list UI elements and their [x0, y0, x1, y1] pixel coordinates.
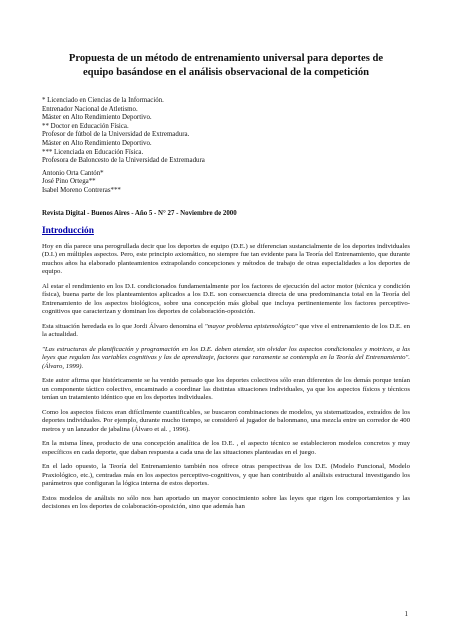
credential-line: Máster en Alto Rendimiento Deportivo. [42, 139, 152, 147]
body-paragraph: En el lado opuesto, la Teoría del Entrenamiento también nos ofrece otras perspectivas de los D.E. (Modelo Funcional, Modelo Praxiológico, etc.), centradas más en los aspectos perceptivo-cognitivos, y que han contribuido al análisis estructural investigando los parámetros que configuran la lógica interna de estos deportes. [42, 463, 410, 488]
paragraph-text: que vive el entrenamiento de los D.E. en la actualidad. [42, 322, 411, 339]
title-line-2: equipo basándose en el análisis observacional de la competición [82, 66, 370, 78]
journal-citation: Revista Digital - Buenos Aires - Año 5 - N° 27 - Noviembre de 2000 [42, 209, 237, 217]
paragraph-text: Esta situación heredada es lo que Jordi Álvaro denomina el [42, 322, 205, 330]
body-paragraph [42, 323, 410, 340]
body-paragraph: Estos modelos de análisis no sólo nos han aportado un mayor conocimiento sobre las leyes que rigen los comportamientos y las decisiones en los deportes de colaboración-oposición, sino que además han [42, 494, 410, 511]
author-name: José Pino Ortega** [42, 178, 96, 186]
author-name: Antonio Orta Cantón* [42, 169, 104, 177]
credential-line: *** Licenciada en Educación Física. [42, 148, 144, 156]
author-list [42, 170, 410, 196]
title-line-1: Propuesta de un método de entrenamiento universal para deportes de [68, 53, 384, 64]
body-paragraph: En la misma línea, producto de una concepción analítica de los D.E. , el aspecto técnico se establecieron modelos concretos y muy específicos en cada deporte, que daban respuesta a cada una de las situaciones planteadas en el juego. [42, 440, 410, 456]
body-paragraph: Este autor afirma que históricamente se ha venido pensado que los deportes colectivos sólo eran diferentes de los demás porque tenían un componente táctico colectivo, encaminado a coordinar las distintas situaciones individuales, ya que los aspectos físicos y técnicos tenían un tratamiento idéntico que en los deportes individuales. [42, 377, 410, 402]
credential-line: ** Doctor en Educación Física. [42, 122, 129, 130]
credential-line: Profesora de Baloncesto de la Universidad de Extremadura [42, 157, 205, 165]
body-paragraph: Al estar el rendimiento en los D.I. condicionados fundamentalmente por los factores de ejecución del actor motor (técnica y condición física), buena parte de los planteamientos aplicados a los D.E. son consecuencia directa de una predominancia total en la Teoría del Entrenamiento de los aspectos biológicos, sobre una concepción más global que incluya pertinentemente los factores perceptivo-cognitivos que caracterizan y dominan los deportes de colaboración-oposición. [42, 282, 410, 316]
body-paragraph: Como los aspectos físicos eran difícilmente cuantificables, se buscaron combinaciones de modelos, ya sistematizados, extraídos de los deportes individuales. Por ejemplo, durante mucho tiempo, se consideró al jugador de balonmano, una mezcla entre un corredor de 400 metros y un lanzador de jabalina (Álvaro et al. , 1996). [42, 408, 410, 433]
credential-line: Profesor de fútbol de la Universidad de Extremadura. [42, 131, 190, 139]
credential-line: Máster en Alto Rendimiento Deportivo. [42, 114, 152, 122]
quoted-term: "mayor problema epistemológico" [204, 322, 298, 330]
section-heading: Introducción [42, 225, 94, 236]
block-quote: "Las estructuras de planificación y programación en los D.E. deben atender, sin olvidar los aspectos condicionales y motrices, a las leyes que regulan las variables cognitivas y las de aprendizaje, factores que raramente se contempla en la Teoría del Entrenamiento". (Álvaro, 1999). [42, 345, 410, 370]
body-paragraph: Hoy en día parece una perogrullada decir que los deportes de equipo (D.E.) se diferencian sustancialmente de los deportes individuales (D.I.) en múltiples aspectos. Pero, este principio axiomático, no siempre fue tan evidente para la Teoría del Entrenamiento, que durante muchos años ha elaborado planteamientos extrapolando concepciones y métodos de trabajo de otras especialidades a los deportes de equipo. [42, 242, 410, 276]
credential-line: * Licenciado en Ciencias de la Información. [42, 97, 164, 104]
author-credentials [42, 97, 410, 166]
author-name: Isabel Moreno Contreras*** [42, 186, 121, 194]
page-number: 1 [404, 610, 408, 618]
paper-title [56, 52, 396, 79]
credential-line: Entrenador Nacional de Atletismo. [42, 105, 138, 113]
